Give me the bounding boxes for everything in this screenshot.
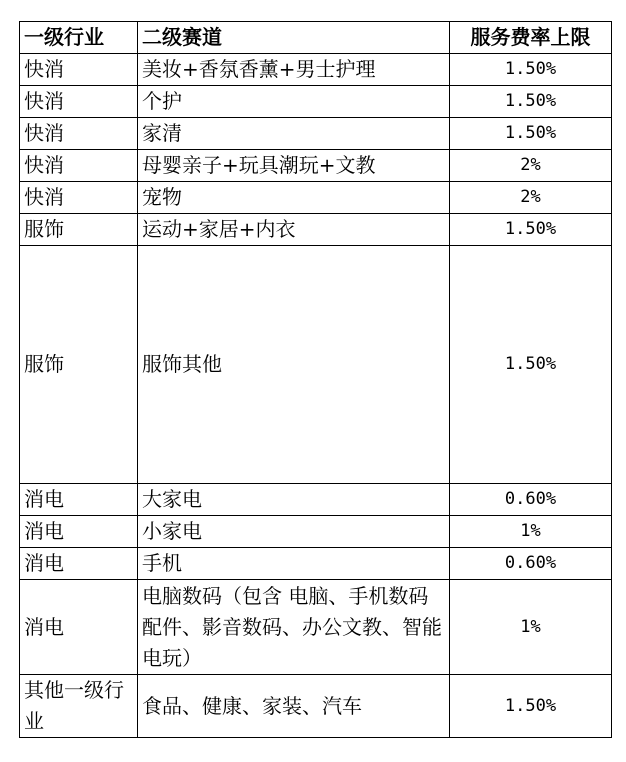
header-industry: 一级行业 xyxy=(20,22,138,54)
table-row xyxy=(20,54,612,86)
cell-rate: 1.50% xyxy=(450,86,612,118)
cell-rate: 2% xyxy=(450,182,612,214)
cell-rate: 1.50% xyxy=(450,54,612,86)
cell-track: 服饰其他 xyxy=(138,246,450,484)
table-row xyxy=(20,150,612,182)
table-row xyxy=(20,516,612,548)
cell-track: 宠物 xyxy=(138,182,450,214)
table-row xyxy=(20,214,612,246)
cell-track: 大家电 xyxy=(138,484,450,516)
cell-track: 手机 xyxy=(138,548,450,580)
cell-industry: 快消 xyxy=(20,118,138,150)
table-row xyxy=(20,484,612,516)
table-row xyxy=(20,118,612,150)
cell-track: 个护 xyxy=(138,86,450,118)
cell-rate: 1.50% xyxy=(450,214,612,246)
cell-rate: 0.60% xyxy=(450,548,612,580)
cell-rate: 1% xyxy=(450,580,612,675)
cell-industry: 服饰 xyxy=(20,246,138,484)
header-rate: 服务费率上限 xyxy=(450,22,612,54)
cell-industry: 消电 xyxy=(20,580,138,675)
table-row xyxy=(20,548,612,580)
cell-track: 家清 xyxy=(138,118,450,150)
cell-industry: 服饰 xyxy=(20,214,138,246)
table-row xyxy=(20,246,612,484)
cell-rate: 1.50% xyxy=(450,246,612,484)
cell-track: 小家电 xyxy=(138,516,450,548)
cell-industry: 快消 xyxy=(20,150,138,182)
cell-rate: 0.60% xyxy=(450,484,612,516)
cell-industry: 消电 xyxy=(20,484,138,516)
cell-industry: 消电 xyxy=(20,548,138,580)
cell-rate: 2% xyxy=(450,150,612,182)
header-track: 二级赛道 xyxy=(138,22,450,54)
service-fee-table xyxy=(19,21,612,738)
cell-track: 母婴亲子+玩具潮玩+文教 xyxy=(138,150,450,182)
cell-track: 美妆+香氛香薰+男士护理 xyxy=(138,54,450,86)
cell-rate: 1.50% xyxy=(450,118,612,150)
table-row xyxy=(20,182,612,214)
table-row xyxy=(20,86,612,118)
cell-industry: 快消 xyxy=(20,86,138,118)
cell-track: 运动+家居+内衣 xyxy=(138,214,450,246)
cell-industry: 消电 xyxy=(20,516,138,548)
table-row xyxy=(20,675,612,738)
cell-industry: 快消 xyxy=(20,54,138,86)
cell-industry: 快消 xyxy=(20,182,138,214)
cell-track: 食品、健康、家装、汽车 xyxy=(138,675,450,738)
cell-industry: 其他一级行业 xyxy=(20,675,138,738)
cell-rate: 1% xyxy=(450,516,612,548)
table-row xyxy=(20,580,612,675)
table-header-row xyxy=(20,22,612,54)
cell-rate: 1.50% xyxy=(450,675,612,738)
cell-track: 电脑数码（包含 电脑、手机数码配件、影音数码、办公文教、智能电玩） xyxy=(138,580,450,675)
